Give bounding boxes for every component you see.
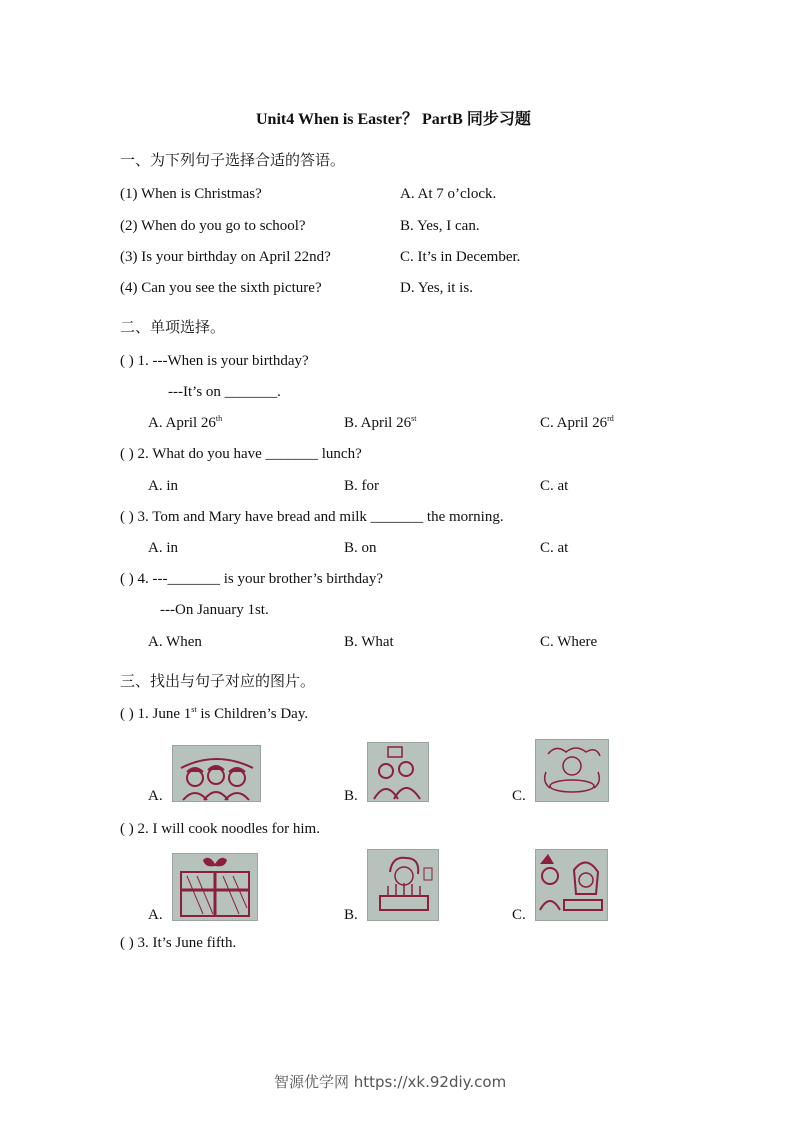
s1-answer-d: D. Yes, it is. [400, 280, 473, 296]
s2-q2-option-b[interactable]: B. for [344, 478, 379, 494]
s2-q2-option-a[interactable]: A. in [148, 478, 178, 494]
section3-heading: 三、找出与句子对应的图片。 [120, 672, 316, 690]
s2-q1-option-b-text: B. April 26 [344, 415, 412, 431]
s3-q1-stem-pre: ( ) 1. June 1 [120, 706, 192, 722]
birthday-cake-icon [368, 850, 438, 920]
s2-q3-stem: ( ) 3. Tom and Mary have bread and milk _______ the morning. [120, 509, 504, 525]
page-title: Unit4 When is Easter？ PartB 同步习题 [256, 111, 531, 128]
s3-q1-stem [120, 706, 308, 723]
s2-q4-option-a[interactable]: A. When [148, 634, 202, 650]
s2-q2-option-c[interactable]: C. at [540, 478, 569, 494]
s2-q4-stem: ( ) 4. ---_______ is your brother’s birthday? [120, 571, 383, 587]
s3-q1-stem-sup: st [191, 705, 197, 714]
s2-q3-option-c[interactable]: C. at [540, 540, 569, 556]
s2-q1-option-b[interactable] [344, 415, 416, 432]
cooking-icon [536, 850, 607, 920]
family-icon [368, 743, 428, 801]
s2-q1-reply: ---It’s on _______. [168, 384, 281, 400]
s1-question-4: (4) Can you see the sixth picture? [120, 280, 322, 296]
s3-q1-label-a: A. [148, 788, 163, 804]
s3-q2-label-b: B. [344, 907, 358, 923]
s2-q4-reply: ---On January 1st. [160, 602, 269, 618]
cake-table-picture[interactable] [535, 739, 609, 802]
s2-q2-stem: ( ) 2. What do you have _______ lunch? [120, 446, 362, 462]
birthday-cake-picture[interactable] [367, 849, 439, 921]
s1-question-3: (3) Is your birthday on April 22nd? [120, 249, 331, 265]
s2-q1-option-c[interactable] [540, 415, 614, 432]
s2-q4-option-b[interactable]: B. What [344, 634, 394, 650]
s2-q3-option-a[interactable]: A. in [148, 540, 178, 556]
footer-watermark[interactable]: 智源优学网 https://xk.92diy.com [274, 1073, 507, 1091]
s3-q2-label-a: A. [148, 907, 163, 923]
cooking-picture[interactable] [535, 849, 608, 921]
s3-q1-label-c: C. [512, 788, 526, 804]
s3-q2-label-c: C. [512, 907, 526, 923]
s1-question-2: (2) When do you go to school? [120, 218, 306, 234]
s3-q1-label-b: B. [344, 788, 358, 804]
s2-q1-option-b-sup: st [411, 414, 417, 423]
children-group-icon [173, 746, 260, 801]
s2-q1-option-c-sup: rd [607, 414, 614, 423]
s3-q3-stem: ( ) 3. It’s June fifth. [120, 935, 237, 951]
family-picture[interactable] [367, 742, 429, 802]
s2-q1-option-a-sup: th [215, 414, 223, 423]
section2-heading: 二、单项选择。 [120, 318, 226, 336]
s1-answer-b: B. Yes, I can. [400, 218, 480, 234]
gift-box-picture[interactable] [172, 853, 258, 921]
s2-q1-option-a[interactable] [148, 415, 222, 432]
gift-box-icon [173, 854, 257, 920]
s2-q4-option-c[interactable]: C. Where [540, 634, 598, 650]
s2-q1-option-a-text: A. April 26 [148, 415, 216, 431]
children-day-picture[interactable] [172, 745, 261, 802]
s1-answer-c: C. It’s in December. [400, 249, 521, 265]
s3-q1-stem-post: is Children’s Day. [196, 706, 309, 722]
s2-q1-stem: ( ) 1. ---When is your birthday? [120, 353, 309, 369]
s2-q1-option-c-text: C. April 26 [540, 415, 608, 431]
section1-heading: 一、为下列句子选择合适的答语。 [120, 151, 346, 169]
s1-answer-a: A. At 7 o’clock. [400, 186, 497, 202]
s2-q3-option-b[interactable]: B. on [344, 540, 377, 556]
cake-table-icon [536, 740, 608, 801]
s1-question-1: (1) When is Christmas? [120, 186, 262, 202]
s3-q2-stem: ( ) 2. I will cook noodles for him. [120, 821, 320, 837]
